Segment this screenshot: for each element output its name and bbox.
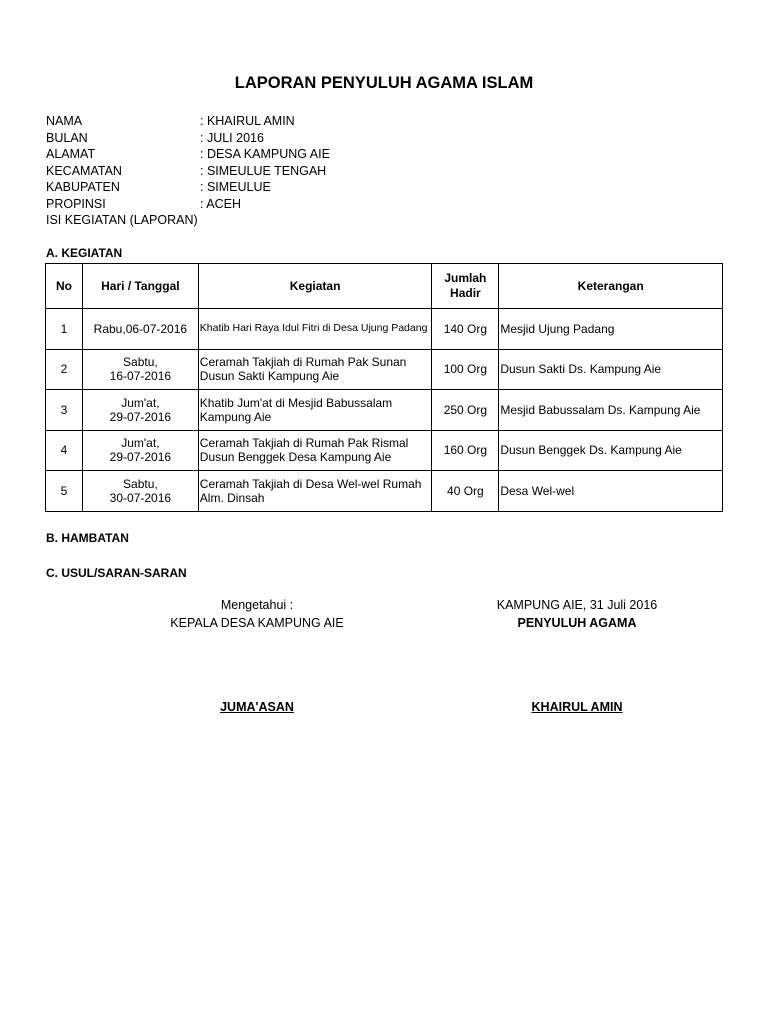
section-heading-hambatan: B. HAMBATAN	[46, 531, 129, 545]
meta-label: ALAMAT	[46, 147, 96, 161]
tanggal-line: Jum'at,	[121, 436, 160, 451]
cell-keterangan: Mesjid Babussalam Ds. Kampung Aie	[499, 390, 723, 431]
header-line: Hadir	[450, 286, 481, 300]
tanggal-line: 30-07-2016	[109, 490, 172, 505]
cell-kegiatan: Khatib Hari Raya Idul Fitri di Desa Ujung Padang	[198, 309, 432, 350]
cell-tanggal	[82, 430, 198, 471]
table-row	[46, 430, 723, 471]
cell-keterangan: Dusun Benggek Ds. Kampung Aie	[499, 430, 723, 471]
cell-tanggal	[82, 349, 198, 390]
cell-keterangan: Desa Wel-wel	[499, 471, 723, 512]
cell-kegiatan: Khatib Jum'at di Mesjid Babussalam Kampung Aie	[198, 390, 432, 431]
cell-keterangan: Mesjid Ujung Padang	[499, 309, 723, 350]
table-header-row	[46, 264, 723, 309]
column-header-keterangan: Keterangan	[499, 264, 723, 309]
tanggal-line: 29-07-2016	[109, 409, 172, 424]
column-header-kegiatan: Kegiatan	[198, 264, 432, 309]
cell-kegiatan: Ceramah Takjiah di Desa Wel-wel Rumah Alm. Dinsah	[198, 471, 432, 512]
table-row	[46, 309, 723, 350]
cell-no: 1	[46, 309, 83, 350]
cell-no: 3	[46, 390, 83, 431]
cell-hadir: 100 Org	[432, 349, 499, 390]
header-line: Jumlah	[444, 271, 487, 285]
table-row	[46, 390, 723, 431]
document-title: LAPORAN PENYULUH AGAMA ISLAM	[234, 74, 534, 92]
tanggal-line: 16-07-2016	[109, 369, 172, 384]
cell-kegiatan: Ceramah Takjiah di Rumah Pak Sunan Dusun Sakti Kampung Aie	[198, 349, 432, 390]
signature-right-place-date: KAMPUNG AIE, 31 Juli 2016	[496, 598, 658, 612]
signature-right-position: PENYULUH AGAMA	[517, 616, 637, 630]
cell-hadir: 250 Org	[432, 390, 499, 431]
signature-left-acknowledged: Mengetahui :	[220, 598, 294, 612]
table-row	[46, 349, 723, 390]
cell-hadir: 140 Org	[432, 309, 499, 350]
table-row	[46, 471, 723, 512]
meta-label: KECAMATAN	[46, 163, 122, 178]
cell-no: 5	[46, 471, 83, 512]
meta-value: : DESA KAMPUNG AIE	[200, 147, 330, 161]
meta-label: KABUPATEN	[46, 180, 120, 194]
tanggal-line: Sabtu,	[123, 355, 158, 370]
column-header-jumlah-hadir	[432, 264, 499, 309]
section-heading-usul: C. USUL/SARAN-SARAN	[46, 566, 187, 580]
cell-no: 2	[46, 349, 83, 390]
cell-no: 4	[46, 430, 83, 471]
column-header-no: No	[46, 264, 83, 309]
meta-value: : SIMEULUE TENGAH	[200, 163, 327, 178]
tanggal-line: Rabu,06-07-2016	[93, 321, 188, 336]
meta-label: BULAN	[46, 130, 88, 145]
cell-tanggal	[82, 390, 198, 431]
tanggal-line: Jum'at,	[121, 395, 160, 410]
meta-value: : ACEH	[200, 196, 241, 211]
meta-value: : SIMEULUE	[200, 180, 271, 194]
meta-value: : JULI 2016	[200, 130, 264, 145]
column-header-tanggal: Hari / Tanggal	[82, 264, 198, 309]
cell-keterangan: Dusun Sakti Ds. Kampung Aie	[499, 349, 723, 390]
cell-hadir: 160 Org	[432, 430, 499, 471]
signature-left-position: KEPALA DESA KAMPUNG AIE	[170, 616, 344, 630]
cell-hadir: 40 Org	[432, 471, 499, 512]
tanggal-line: Sabtu,	[123, 476, 158, 491]
signature-right-name: KHAIRUL AMIN	[531, 700, 623, 714]
cell-tanggal	[82, 309, 198, 350]
activity-table	[45, 263, 723, 512]
meta-value: : KHAIRUL AMIN	[200, 114, 295, 128]
cell-tanggal	[82, 471, 198, 512]
signature-left-name: JUMA'ASAN	[220, 700, 294, 714]
meta-label: PROPINSI	[46, 196, 106, 211]
tanggal-line: 29-07-2016	[109, 450, 172, 465]
meta-label: NAMA	[46, 114, 83, 128]
meta-label: ISI KEGIATAN (LAPORAN)	[46, 213, 198, 227]
section-heading-kegiatan: A. KEGIATAN	[46, 246, 123, 260]
cell-kegiatan: Ceramah Takjiah di Rumah Pak Rismal Dusun Benggek Desa Kampung Aie	[198, 430, 432, 471]
